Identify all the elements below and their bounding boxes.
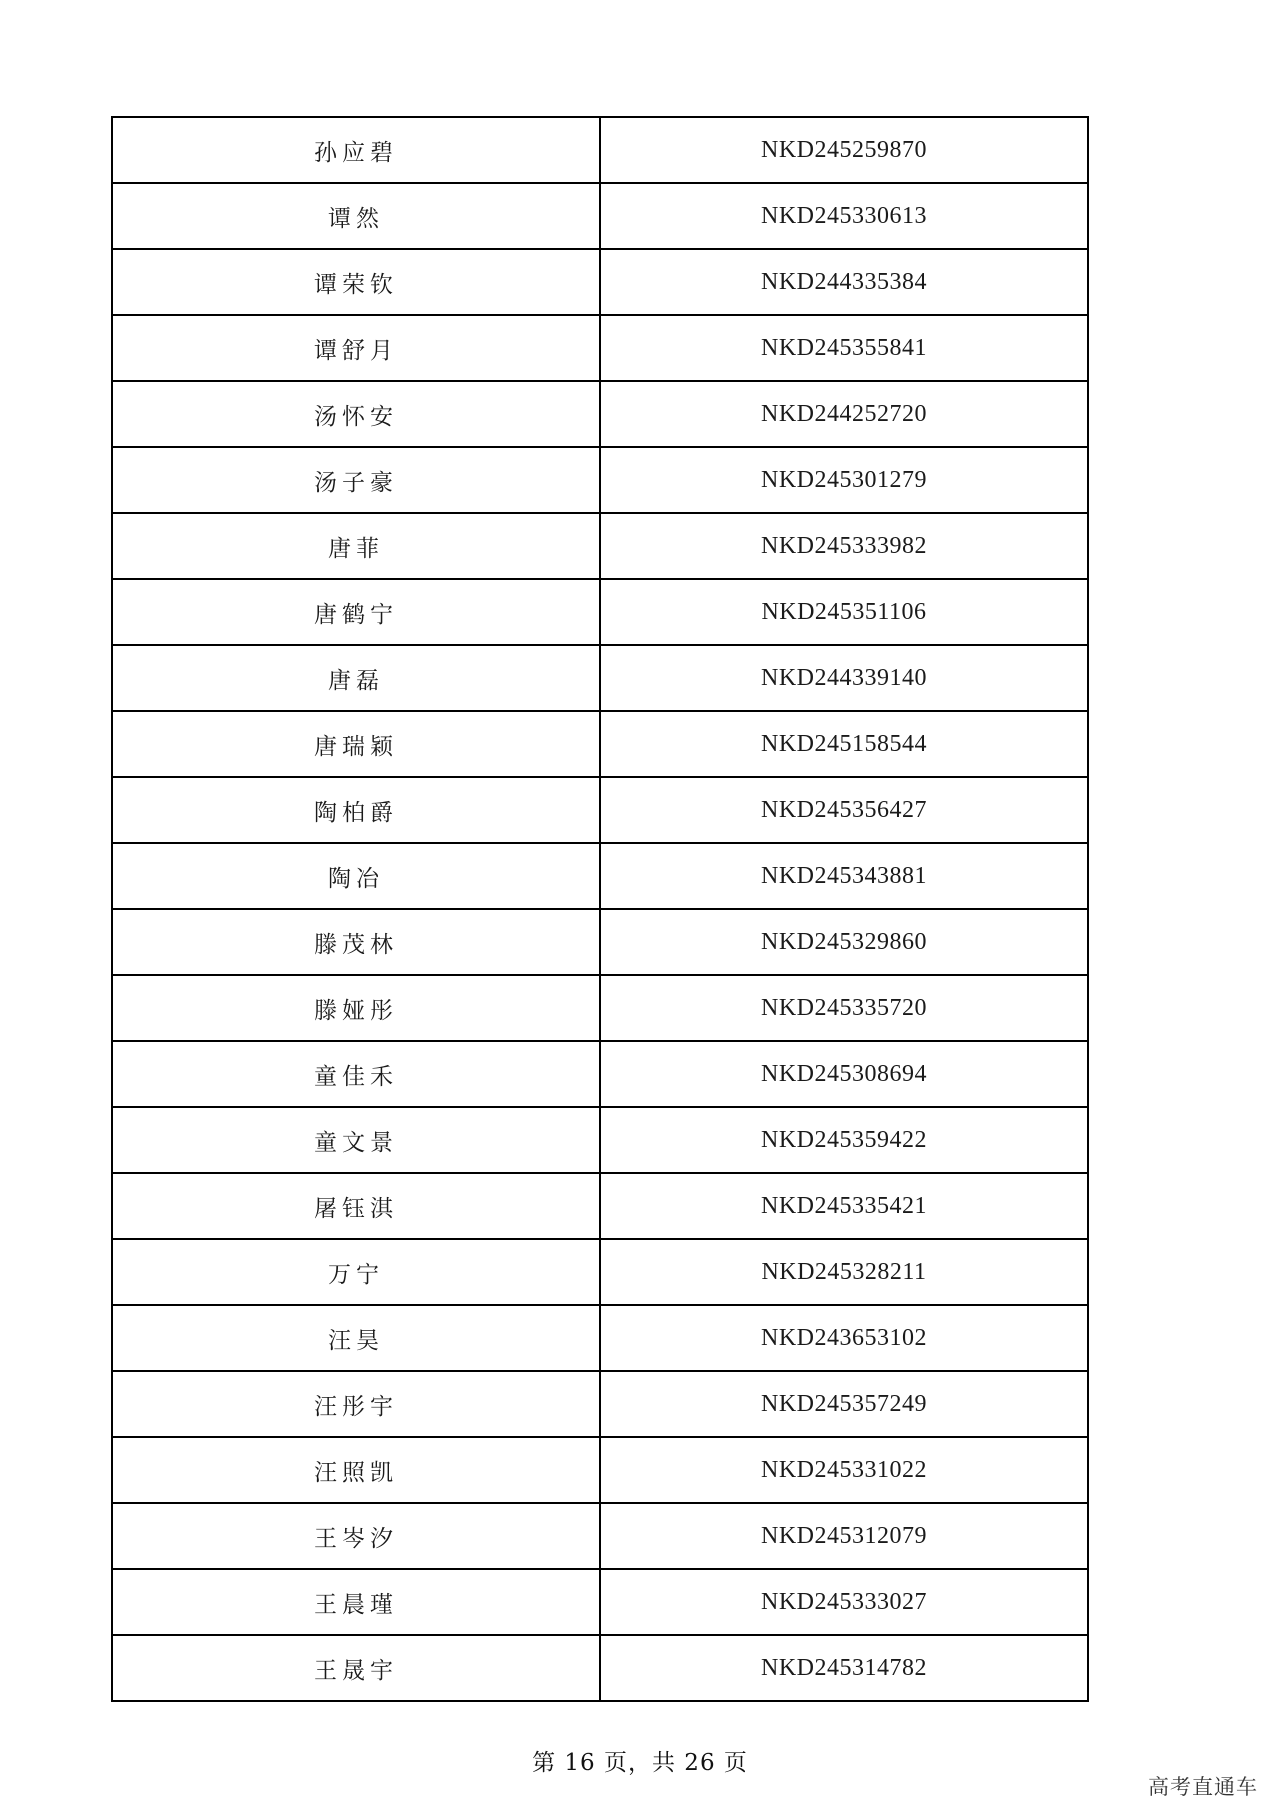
table-row [112, 645, 1088, 711]
student-name-cell: 汪昊 [112, 1305, 600, 1371]
table-row [112, 1107, 1088, 1173]
registration-id-cell: NKD244335384 [600, 249, 1088, 315]
student-name-cell: 王晟宇 [112, 1635, 600, 1701]
student-name-cell: 童文景 [112, 1107, 600, 1173]
student-name-cell: 汤怀安 [112, 381, 600, 447]
registration-id-cell: NKD245335720 [600, 975, 1088, 1041]
registration-id-cell: NKD244339140 [600, 645, 1088, 711]
table-row [112, 843, 1088, 909]
student-name-cell: 唐鹤宁 [112, 579, 600, 645]
table-row [112, 1371, 1088, 1437]
table-row [112, 447, 1088, 513]
registration-id-cell: NKD245158544 [600, 711, 1088, 777]
student-name-cell: 汤子豪 [112, 447, 600, 513]
student-name-cell: 滕茂林 [112, 909, 600, 975]
student-name-cell: 谭舒月 [112, 315, 600, 381]
registration-id-cell: NKD245259870 [600, 117, 1088, 183]
student-name-cell: 唐磊 [112, 645, 600, 711]
page-number: 第 16 页，共 26 页 [532, 1750, 748, 1776]
registration-id-cell: NKD245335421 [600, 1173, 1088, 1239]
table-row [112, 1569, 1088, 1635]
table-row [112, 975, 1088, 1041]
student-name-cell: 陶冶 [112, 843, 600, 909]
registration-id-cell: NKD245331022 [600, 1437, 1088, 1503]
registration-id-cell: NKD245328211 [600, 1239, 1088, 1305]
student-name-cell: 陶柏爵 [112, 777, 600, 843]
table-row [112, 1239, 1088, 1305]
table-row [112, 1041, 1088, 1107]
table-row [112, 711, 1088, 777]
student-name-cell: 汪彤宇 [112, 1371, 600, 1437]
student-name-cell: 孙应碧 [112, 117, 600, 183]
student-name-cell: 唐菲 [112, 513, 600, 579]
registration-id-cell: NKD244252720 [600, 381, 1088, 447]
registration-id-cell: NKD245333027 [600, 1569, 1088, 1635]
student-name-cell: 王晨瑾 [112, 1569, 600, 1635]
registration-id-cell: NKD245351106 [600, 579, 1088, 645]
table-row [112, 315, 1088, 381]
table-row [112, 249, 1088, 315]
registration-id-cell: NKD245355841 [600, 315, 1088, 381]
roster-table-body [112, 117, 1088, 1701]
table-row [112, 579, 1088, 645]
student-name-cell: 谭然 [112, 183, 600, 249]
table-row [112, 1635, 1088, 1701]
registration-id-cell: NKD245330613 [600, 183, 1088, 249]
student-name-cell: 汪照凯 [112, 1437, 600, 1503]
table-row [112, 381, 1088, 447]
student-name-cell: 王岑汐 [112, 1503, 600, 1569]
table-row [112, 117, 1088, 183]
registration-id-cell: NKD245329860 [600, 909, 1088, 975]
table-row [112, 1437, 1088, 1503]
watermark-logo-text: 高考直通车 [1148, 1775, 1258, 1799]
student-name-cell: 唐瑞颖 [112, 711, 600, 777]
registration-id-cell: NKD245356427 [600, 777, 1088, 843]
registration-id-cell: NKD245343881 [600, 843, 1088, 909]
table-row [112, 183, 1088, 249]
registration-id-cell: NKD243653102 [600, 1305, 1088, 1371]
student-name-cell: 屠钰淇 [112, 1173, 600, 1239]
table-row [112, 909, 1088, 975]
registration-id-cell: NKD245359422 [600, 1107, 1088, 1173]
table-row [112, 513, 1088, 579]
registration-id-cell: NKD245301279 [600, 447, 1088, 513]
registration-id-cell: NKD245333982 [600, 513, 1088, 579]
student-name-cell: 滕娅彤 [112, 975, 600, 1041]
student-name-cell: 谭荣钦 [112, 249, 600, 315]
registration-id-cell: NKD245312079 [600, 1503, 1088, 1569]
table-row [112, 777, 1088, 843]
student-name-cell: 童佳禾 [112, 1041, 600, 1107]
registration-id-cell: NKD245308694 [600, 1041, 1088, 1107]
registration-id-cell: NKD245357249 [600, 1371, 1088, 1437]
table-row [112, 1503, 1088, 1569]
registration-id-cell: NKD245314782 [600, 1635, 1088, 1701]
student-name-cell: 万宁 [112, 1239, 600, 1305]
table-row [112, 1305, 1088, 1371]
table-row [112, 1173, 1088, 1239]
roster-table [111, 116, 1089, 1702]
